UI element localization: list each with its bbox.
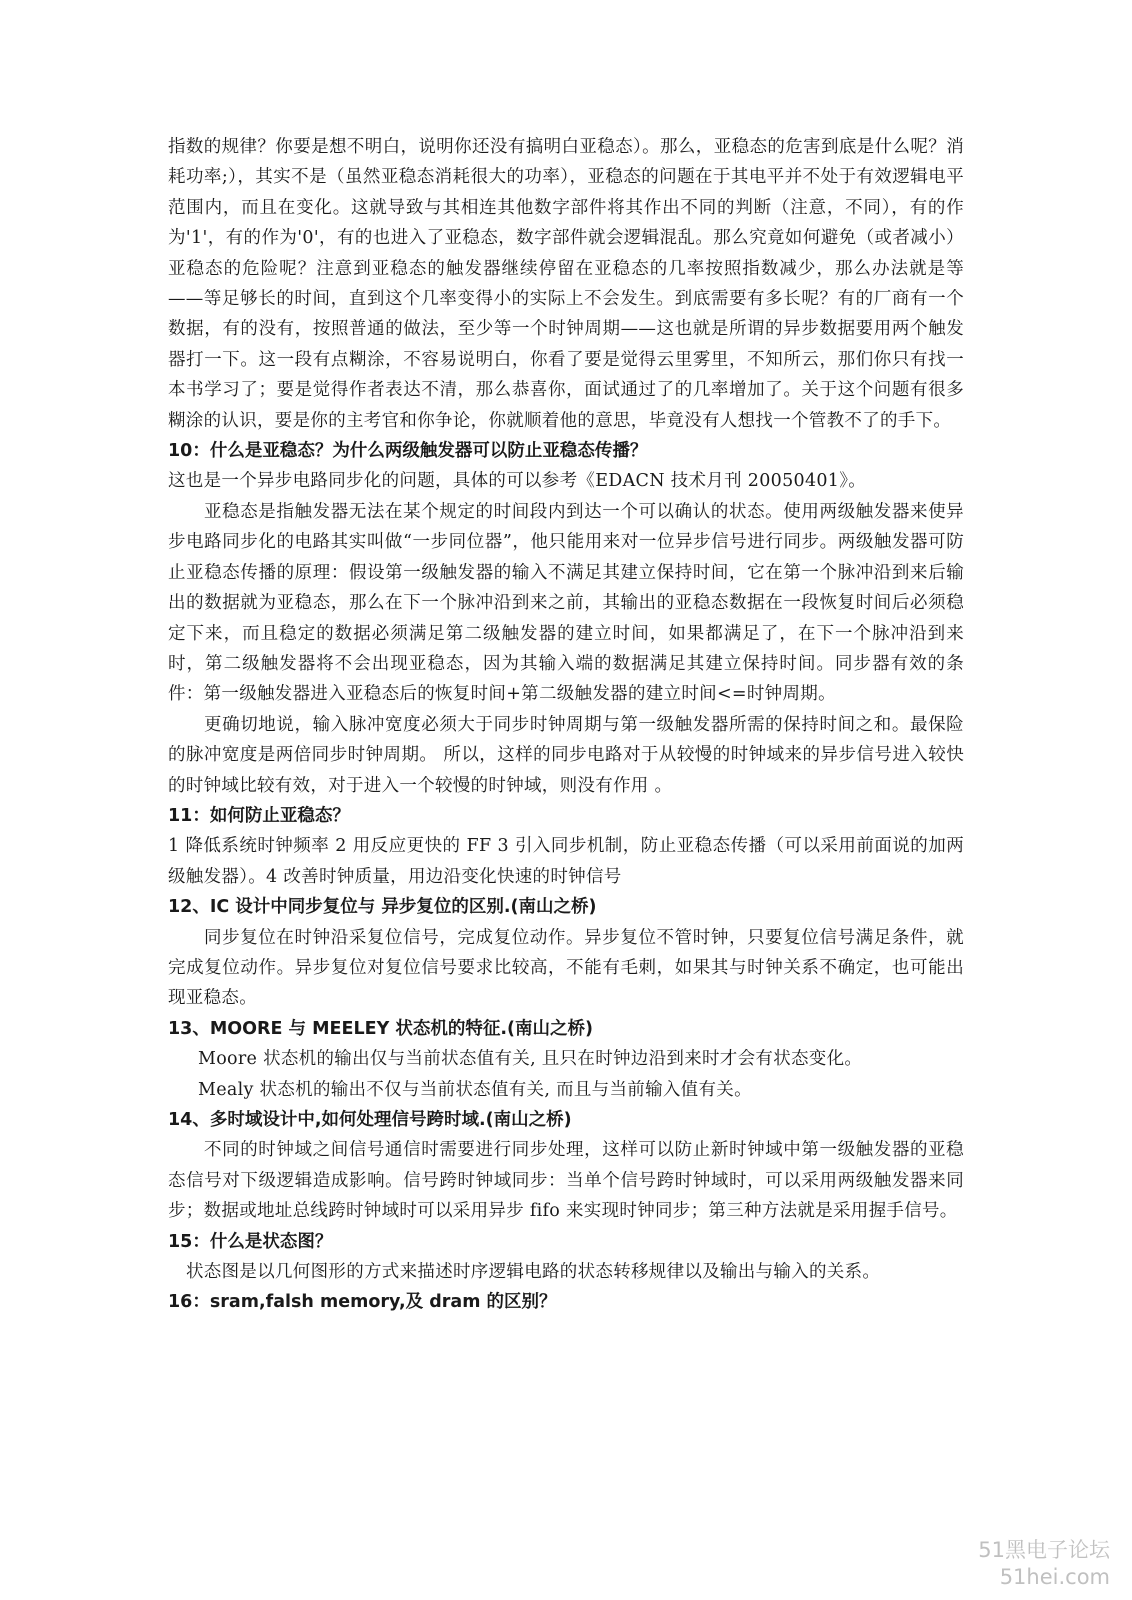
- section-heading: 11：如何防止亚稳态？: [168, 805, 350, 826]
- paragraph: 更确切地说，输入脉冲宽度必须大于同步时钟周期与第一级触发器所需的保持时间之和。最保险的脉冲宽度是两倍同步时钟周期。 所以，这样的同步电路对于从较慢的时钟域来的异步信号进入较快的时钟域比较有效，对于进入一个较慢的时钟域，则没有作用 。: [168, 714, 964, 796]
- section-heading: 13、MOORE 与 MEELEY 状态机的特征.(南山之桥): [168, 1018, 593, 1039]
- paragraph: 同步复位在时钟沿采复位信号，完成复位动作。异步复位不管时钟，只要复位信号满足条件，就完成复位动作。异步复位对复位信号要求比较高，不能有毛刺，如果其与时钟关系不确定，也可能出现亚稳态。: [168, 927, 964, 1009]
- section-heading: 14、多时域设计中,如何处理信号跨时域.(南山之桥): [168, 1110, 572, 1130]
- paragraph: 状态图是以几何图形的方式来描述时序逻辑电路的状态转移规律以及输出与输入的关系。: [186, 1262, 881, 1283]
- document-page: [168, 132, 964, 1318]
- paragraph: Moore 状态机的输出仅与当前状态值有关, 且只在时钟边沿到来时才会有状态变化。: [198, 1049, 863, 1070]
- watermark-title: 51黑电子论坛: [978, 1538, 1110, 1562]
- paragraph: Mealy 状态机的输出不仅与当前状态值有关, 而且与当前输入值有关。: [198, 1079, 752, 1100]
- site-watermark: [978, 1536, 1110, 1590]
- section-heading: 10：什么是亚稳态？为什么两级触发器可以防止亚稳态传播？: [168, 441, 648, 462]
- paragraph: 指数的规律？你要是想不明白，说明你还没有搞明白亚稳态）。那么，亚稳态的危害到底是什么呢？消耗功率;），其实不是（虽然亚稳态消耗很大的功率），亚稳态的问题在于其电平并不处于有效逻辑电平范围内，而且在变化。这就导致与其相连其他数字部件将其作出不同的判断（注意，不同），有的作为'1'，有的作为'0'，有的也进入了亚稳态，数字部件就会逻辑混乱。那么究竟如何避免（或者减小）亚稳态的危险呢？注意到亚稳态的触发器继续停留在亚稳态的几率按照指数减少，那么办法就是等——等足够长的时间，直到这个几率变得小的实际上不会发生。到底需要有多长呢？有的厂商有一个数据，有的没有，按照普通的做法，至少等一个时钟周期——这也就是所谓的异步数据要用两个触发器打一下。这一段有点糊涂，不容易说明白，你看了要是觉得云里雾里，不知所云，那们你只有找一本书学习了；要是觉得作者表达不清，那么恭喜你，面试通过了的几率增加了。关于这个问题有很多糊涂的认识，要是你的主考官和你争论，你就顺着他的意思，毕竟没有人想找一个管教不了的手下。: [168, 137, 964, 431]
- section-heading: 15：什么是状态图？: [168, 1231, 333, 1252]
- section-heading: 12、IC 设计中同步复位与 异步复位的区别.(南山之桥): [168, 897, 597, 918]
- paragraph: 这也是一个异步电路同步化的问题，具体的可以参考《EDACN 技术月刊 20050401》。: [168, 471, 867, 492]
- section-heading: 16：sram,falsh memory,及 dram 的区别？: [168, 1292, 557, 1313]
- paragraph: 亚稳态是指触发器无法在某个规定的时间段内到达一个可以确认的状态。使用两级触发器来使异步电路同步化的电路其实叫做“一步同位器”，他只能用来对一位异步信号进行同步。两级触发器可防止亚稳态传播的原理：假设第一级触发器的输入不满足其建立保持时间，它在第一个脉冲沿到来后输出的数据就为亚稳态，那么在下一个脉冲沿到来之前，其输出的亚稳态数据在一段恢复时间后必须稳定下来，而且稳定的数据必须满足第二级触发器的建立时间，如果都满足了，在下一个脉冲沿到来时，第二级触发器将不会出现亚稳态，因为其输入端的数据满足其建立保持时间。同步器有效的条件：第一级触发器进入亚稳态后的恢复时间+第二级触发器的建立时间<=时钟周期。: [168, 501, 964, 705]
- watermark-domain: 51hei.com: [999, 1565, 1110, 1589]
- paragraph: 不同的时钟域之间信号通信时需要进行同步处理，这样可以防止新时钟域中第一级触发器的亚稳态信号对下级逻辑造成影响。信号跨时钟域同步：当单个信号跨时钟域时，可以采用两级触发器来同步；数据或地址总线跨时钟域时可以采用异步 fifo 来实现时钟同步；第三种方法就是采用握手信号。: [168, 1140, 964, 1222]
- paragraph: 1 降低系统时钟频率 2 用反应更快的 FF 3 引入同步机制，防止亚稳态传播（可以采用前面说的加两级触发器）。4 改善时钟质量，用边沿变化快速的时钟信号: [168, 836, 964, 887]
